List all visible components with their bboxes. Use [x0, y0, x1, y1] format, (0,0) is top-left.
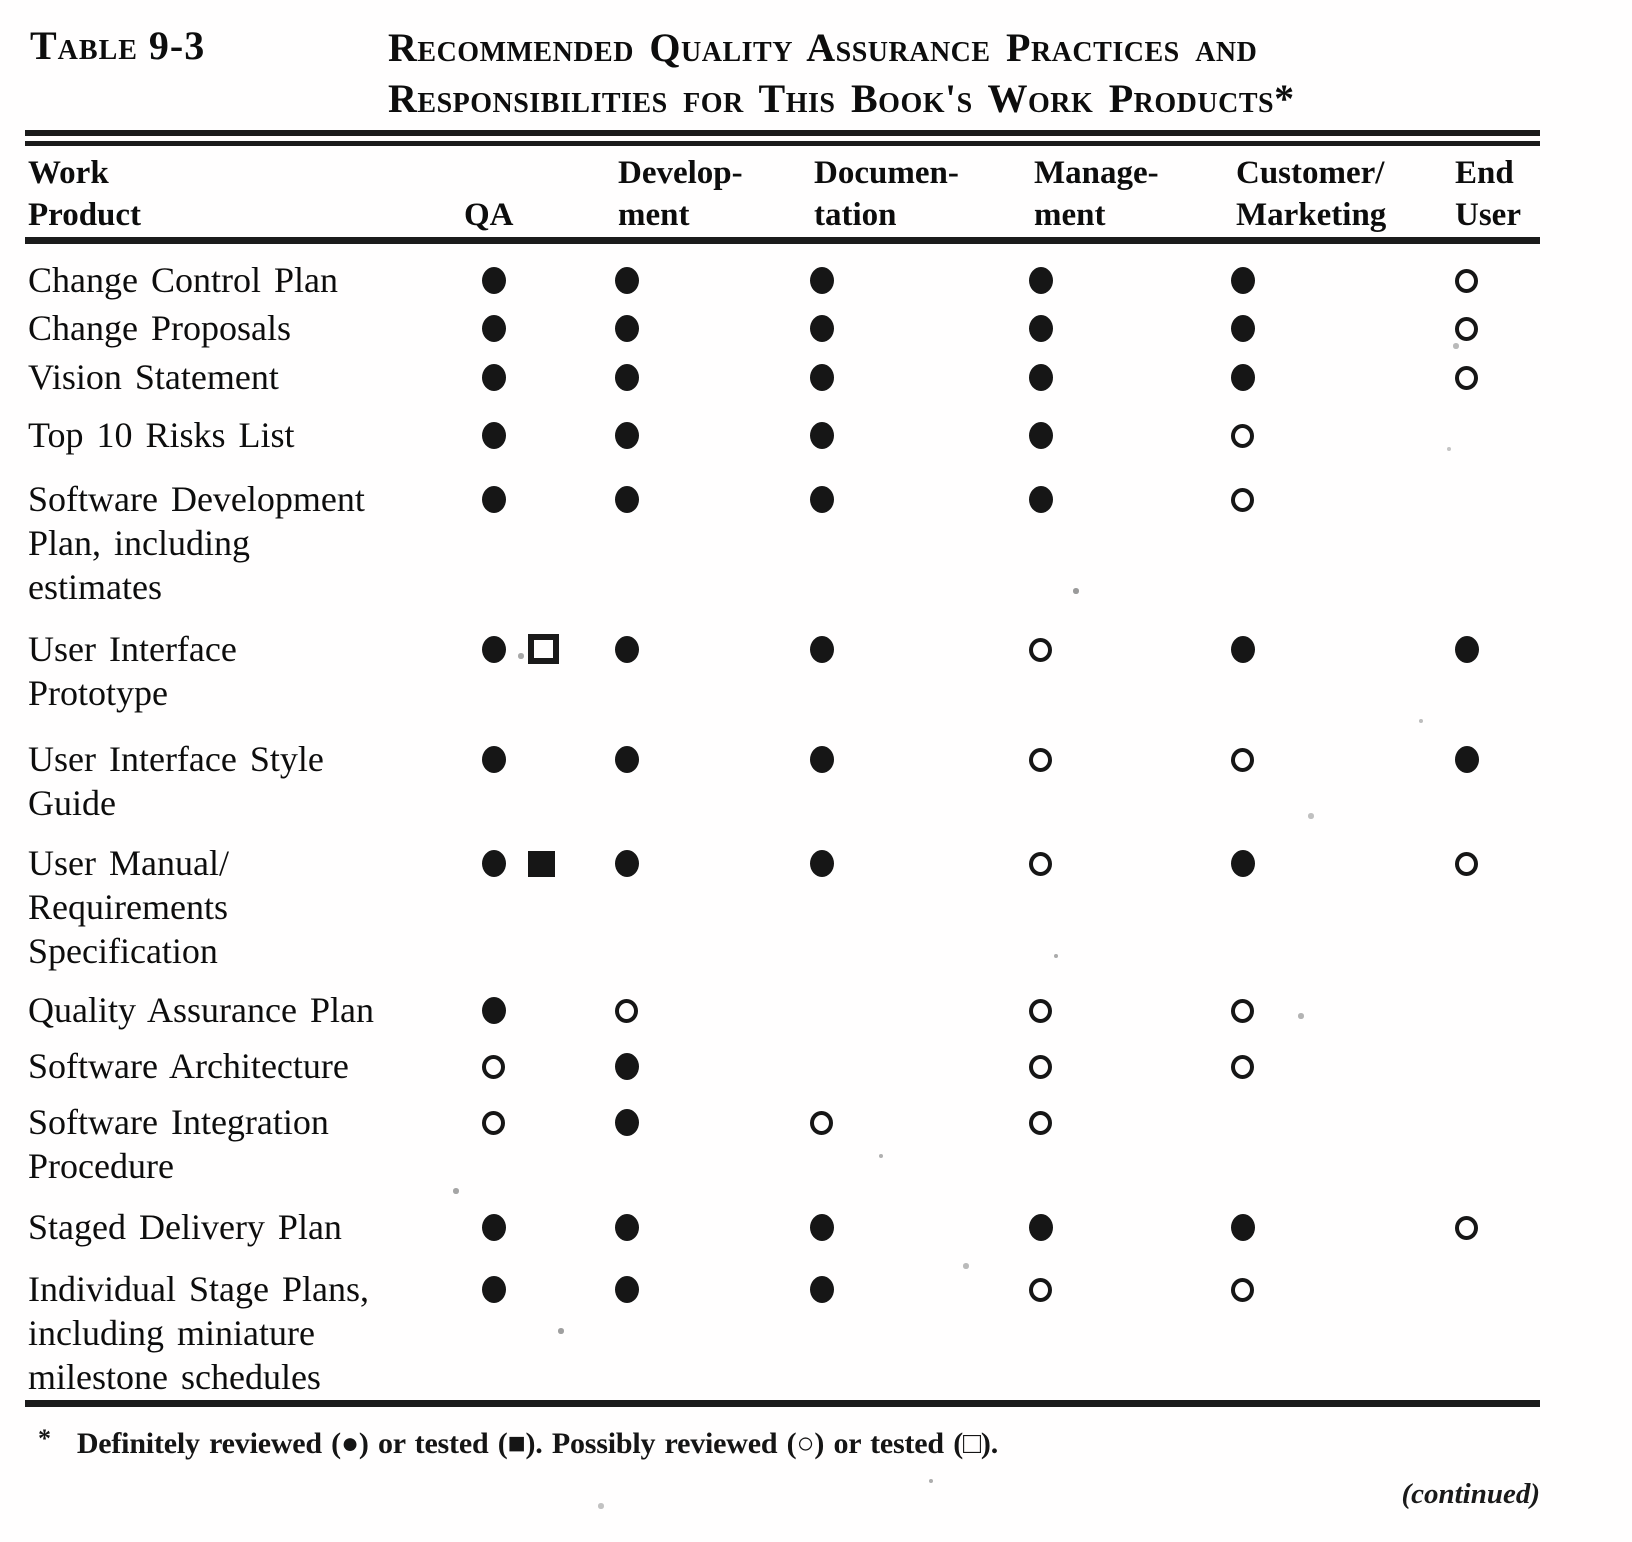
filled-dot-symbol	[1029, 422, 1053, 449]
open-circle-symbol	[1029, 999, 1052, 1023]
column-header-qa: QA	[464, 197, 514, 233]
filled-dot-symbol	[615, 315, 639, 342]
open-circle-symbol	[1029, 1111, 1052, 1135]
table-row	[0, 355, 1632, 399]
filled-dot-symbol	[482, 486, 506, 513]
filled-dot-symbol	[615, 1109, 639, 1136]
scan-noise	[0, 0, 2, 2]
filled-dot-symbol	[482, 315, 506, 342]
filled-dot-symbol	[810, 315, 834, 342]
filled-dot-symbol	[615, 636, 639, 663]
filled-dot-symbol	[810, 486, 834, 513]
work-product-cell: User Manual/ Requirements Specification	[28, 843, 229, 971]
filled-dot-symbol	[1029, 486, 1053, 513]
filled-dot-symbol	[810, 746, 834, 773]
work-product-cell: Staged Delivery Plan	[28, 1207, 342, 1247]
footnote-text: Definitely reviewed (●) or tested (■). Possibly reviewed (○) or tested (□).	[76, 1427, 999, 1460]
column-header-documentation: Documen- tation	[814, 155, 959, 233]
filled-dot-symbol	[482, 746, 506, 773]
top-double-rule-lower	[25, 141, 1540, 146]
table-title-line-2: Responsibilities for This Book's Work Products*	[388, 76, 1295, 121]
filled-dot-symbol	[1455, 636, 1479, 663]
filled-dot-symbol	[1029, 364, 1053, 391]
work-product-cell: Individual Stage Plans, including miniature milestone schedules	[28, 1269, 369, 1397]
open-circle-symbol	[1231, 488, 1254, 512]
table-row	[0, 1205, 1632, 1249]
column-header-development: Develop- ment	[618, 155, 743, 233]
table-row	[0, 258, 1632, 302]
work-product-cell: Software Development Plan, including estimates	[28, 479, 365, 607]
filled-dot-symbol	[482, 997, 506, 1024]
filled-dot-symbol	[1231, 315, 1255, 342]
open-circle-symbol	[1455, 269, 1478, 293]
filled-dot-symbol	[1029, 315, 1053, 342]
filled-dot-symbol	[1231, 850, 1255, 877]
filled-dot-symbol	[615, 364, 639, 391]
table-row	[0, 413, 1632, 457]
open-circle-symbol	[482, 1055, 505, 1079]
work-product-cell: Change Control Plan	[28, 260, 338, 300]
filled-square-symbol	[528, 851, 555, 877]
filled-dot-symbol	[1455, 746, 1479, 773]
work-product-cell: Software Architecture	[28, 1046, 349, 1086]
open-circle-symbol	[1029, 748, 1052, 772]
table-row	[0, 1100, 1632, 1188]
filled-dot-symbol	[1231, 636, 1255, 663]
filled-dot-symbol	[615, 267, 639, 294]
footnote-asterisk: *	[38, 1424, 51, 1453]
open-circle-symbol	[1231, 999, 1254, 1023]
open-circle-symbol	[810, 1111, 833, 1135]
work-product-cell: User Interface Style Guide	[28, 739, 324, 823]
continued-note: (continued)	[1401, 1478, 1540, 1510]
filled-dot-symbol	[810, 1276, 834, 1303]
open-circle-symbol	[1455, 317, 1478, 341]
column-header-end-user: End User	[1455, 155, 1521, 233]
filled-dot-symbol	[810, 1214, 834, 1241]
bottom-rule	[25, 1400, 1540, 1407]
table-row	[0, 1267, 1632, 1399]
work-product-cell: Vision Statement	[28, 357, 279, 397]
open-circle-symbol	[1231, 1055, 1254, 1079]
filled-dot-symbol	[810, 850, 834, 877]
filled-dot-symbol	[810, 422, 834, 449]
table-row	[0, 988, 1632, 1032]
column-header-work-product: Work Product	[28, 155, 142, 233]
filled-dot-symbol	[1029, 267, 1053, 294]
table-title	[388, 22, 1295, 124]
filled-dot-symbol	[810, 364, 834, 391]
filled-dot-symbol	[1029, 1214, 1053, 1241]
filled-dot-symbol	[482, 636, 506, 663]
open-circle-symbol	[1029, 852, 1052, 876]
top-double-rule-upper	[25, 130, 1540, 136]
filled-dot-symbol	[1231, 1214, 1255, 1241]
header-rule	[25, 237, 1540, 244]
open-circle-symbol	[1029, 1055, 1052, 1079]
open-circle-symbol	[1029, 1278, 1052, 1302]
filled-dot-symbol	[615, 1214, 639, 1241]
table-row	[0, 477, 1632, 609]
filled-dot-symbol	[615, 1276, 639, 1303]
filled-dot-symbol	[615, 850, 639, 877]
filled-dot-symbol	[615, 1053, 639, 1080]
filled-dot-symbol	[615, 746, 639, 773]
filled-dot-symbol	[482, 267, 506, 294]
open-circle-symbol	[615, 999, 638, 1023]
filled-dot-symbol	[810, 267, 834, 294]
filled-dot-symbol	[810, 636, 834, 663]
table-row	[0, 841, 1632, 973]
work-product-cell: User Interface Prototype	[28, 629, 237, 713]
open-circle-symbol	[1231, 424, 1254, 448]
filled-dot-symbol	[482, 1276, 506, 1303]
open-square-symbol	[528, 634, 559, 664]
filled-dot-symbol	[615, 422, 639, 449]
table-row	[0, 306, 1632, 350]
table-row	[0, 1044, 1632, 1088]
open-circle-symbol	[1455, 1216, 1478, 1240]
column-header-customer-marketing: Customer/ Marketing	[1236, 155, 1387, 233]
filled-dot-symbol	[615, 486, 639, 513]
table-row	[0, 737, 1632, 825]
filled-dot-symbol	[1231, 364, 1255, 391]
filled-dot-symbol	[482, 422, 506, 449]
open-circle-symbol	[482, 1111, 505, 1135]
open-circle-symbol	[1231, 1278, 1254, 1302]
work-product-cell: Top 10 Risks List	[28, 415, 295, 455]
open-circle-symbol	[1231, 748, 1254, 772]
open-circle-symbol	[1455, 852, 1478, 876]
table-label: Table 9-3	[30, 23, 206, 68]
filled-dot-symbol	[482, 1214, 506, 1241]
table-title-line-1: Recommended Quality Assurance Practices and	[388, 25, 1258, 70]
work-product-cell: Quality Assurance Plan	[28, 990, 374, 1030]
column-header-management: Manage- ment	[1034, 155, 1159, 233]
open-circle-symbol	[1029, 638, 1052, 662]
filled-dot-symbol	[1231, 267, 1255, 294]
table-row	[0, 627, 1632, 715]
open-circle-symbol	[1455, 366, 1478, 390]
work-product-cell: Change Proposals	[28, 308, 291, 348]
filled-dot-symbol	[482, 850, 506, 877]
footnote	[38, 1424, 998, 1461]
work-product-cell: Software Integration Procedure	[28, 1102, 329, 1186]
filled-dot-symbol	[482, 364, 506, 391]
